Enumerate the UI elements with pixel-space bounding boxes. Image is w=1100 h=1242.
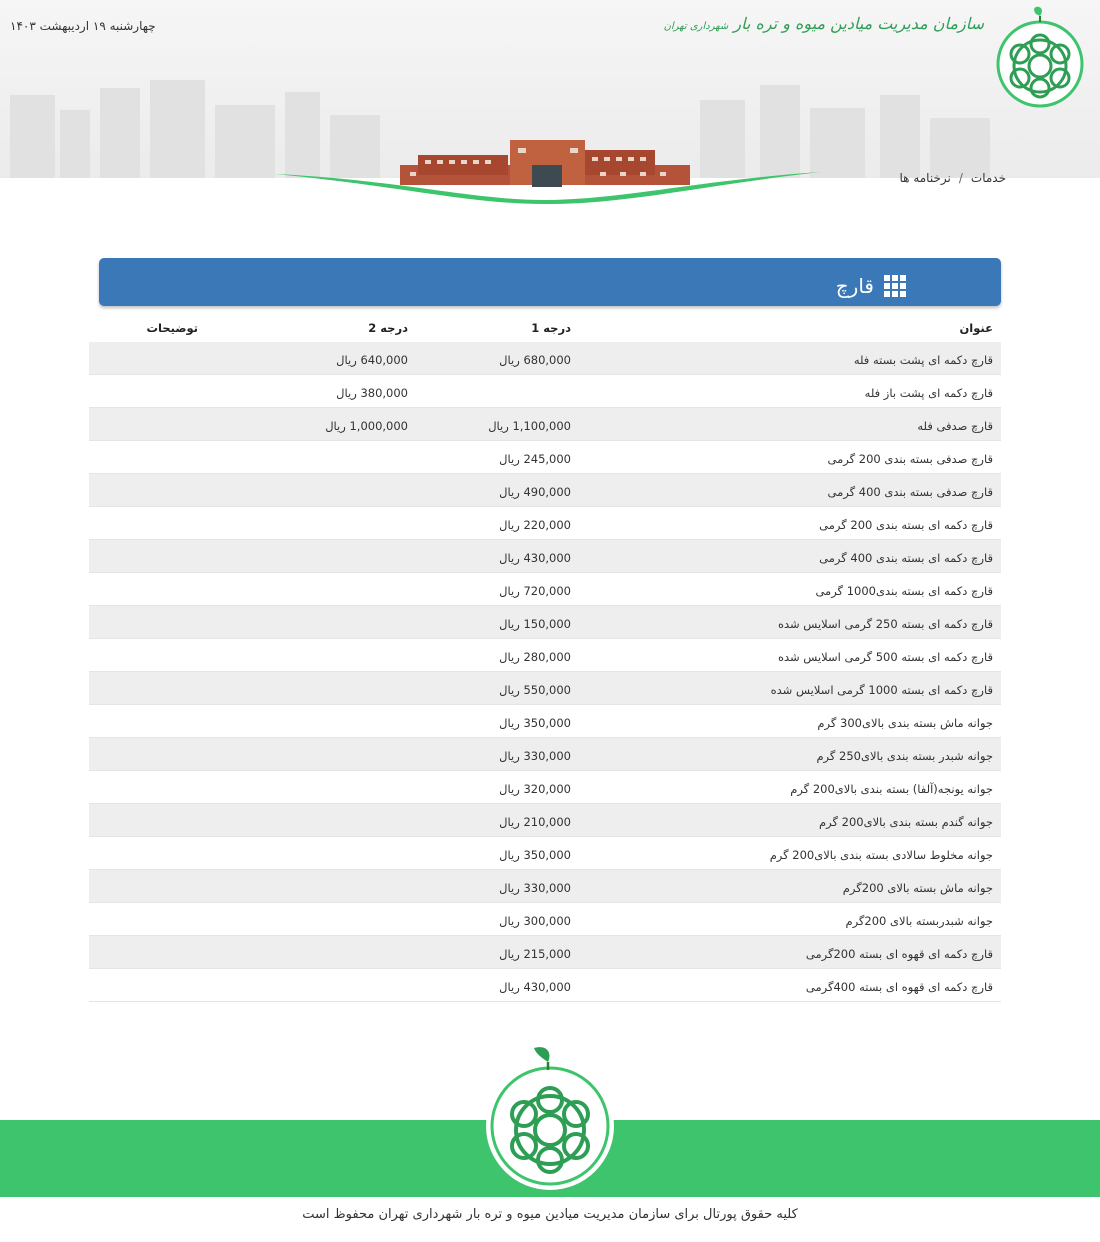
cell-grade-1: 280,000 ریال: [499, 650, 571, 664]
cell-title: قارچ دکمه ای بسته بندی 400 گرمی: [819, 551, 993, 565]
cell-grade-1: 220,000 ریال: [499, 518, 571, 532]
table-row: [89, 441, 1001, 474]
cell-title: قارچ دکمه ای بسته بندی1000 گرمی: [815, 584, 993, 598]
table-row: [89, 837, 1001, 870]
cell-grade-1: 245,000 ریال: [499, 452, 571, 466]
table-row: [89, 606, 1001, 639]
price-table: [89, 312, 1001, 1002]
cell-title: قارچ دکمه ای قهوه ای بسته 200گرمی: [805, 947, 993, 961]
table-row: [89, 540, 1001, 573]
table-row: [89, 969, 1001, 1002]
table-row: [89, 375, 1001, 408]
cell-title: جوانه شبدربسته بالای 200گرم: [845, 914, 993, 928]
cell-grade-1: 210,000 ریال: [499, 815, 571, 829]
cell-grade-1: 680,000 ریال: [499, 353, 571, 367]
cell-grade-1: 430,000 ریال: [499, 980, 571, 994]
organization-title: [663, 14, 984, 44]
cell-title: قارچ دکمه ای بسته 1000 گرمی اسلایس شده: [770, 683, 993, 697]
table-row: [89, 639, 1001, 672]
table-row: [89, 342, 1001, 375]
copyright-text: کلیه حقوق پورتال برای سازمان مدیریت میادین میوه و تره بار شهرداری تهران محفوظ است: [302, 1207, 798, 1222]
cell-title: قارچ دکمه ای بسته 500 گرمی اسلایس شده: [777, 650, 993, 664]
tehran-municipality-logo[interactable]: [988, 4, 1088, 114]
cell-grade-1: 720,000 ریال: [499, 584, 571, 598]
table-row: [89, 474, 1001, 507]
cell-title: جوانه یونجه(آلفا) بسته بندی بالای200 گرم: [790, 782, 993, 796]
table-row: [89, 573, 1001, 606]
cell-grade-2: 380,000 ریال: [336, 386, 408, 400]
page-header: [0, 0, 1100, 230]
column-header-grade-2: درجه 2: [368, 321, 408, 335]
table-row: [89, 936, 1001, 969]
cell-title: قارچ صدفی بسته بندی 200 گرمی: [827, 452, 993, 466]
table-row: [89, 738, 1001, 771]
table-row: [89, 507, 1001, 540]
current-date: چهارشنبه ۱۹ اردیبهشت ۱۴۰۳: [10, 19, 156, 33]
cell-grade-1: 430,000 ریال: [499, 551, 571, 565]
cell-title: جوانه گندم بسته بندی بالای200 گرم: [819, 815, 993, 829]
column-header-title: عنوان: [959, 321, 993, 335]
cell-grade-1: 150,000 ریال: [499, 617, 571, 631]
table-row: [89, 705, 1001, 738]
cell-title: جوانه ماش بسته بالای 200گرم: [842, 881, 993, 895]
table-header-row: [89, 312, 1001, 342]
cell-grade-1: 1,100,000 ریال: [488, 419, 571, 433]
column-header-description: توضیحات: [146, 321, 198, 335]
cell-grade-1: 330,000 ریال: [499, 881, 571, 895]
cell-grade-1: 350,000 ریال: [499, 848, 571, 862]
table-row: [89, 870, 1001, 903]
cell-title: قارچ دکمه ای بسته 250 گرمی اسلایس شده: [777, 617, 993, 631]
cell-grade-1: 490,000 ریال: [499, 485, 571, 499]
cell-grade-2: 640,000 ریال: [336, 353, 408, 367]
cell-title: قارچ دکمه ای بسته بندی 200 گرمی: [819, 518, 993, 532]
organization-name: سازمان مدیریت میادین میوه و تره بار: [733, 14, 984, 33]
cell-title: قارچ دکمه ای پشت بسته فله: [853, 353, 993, 367]
cell-title: جوانه ماش بسته بندی بالای300 گرم: [817, 716, 993, 730]
breadcrumb: [900, 171, 1006, 185]
price-list-card-header: [99, 258, 1001, 306]
breadcrumb-item-services[interactable]: خدمات: [970, 171, 1006, 185]
cell-title: جوانه مخلوط سالادی بسته بندی بالای200 گرم: [769, 848, 993, 862]
card-title: [836, 274, 906, 298]
cell-title: قارچ دکمه ای قهوه ای بسته 400گرمی: [805, 980, 993, 994]
cell-title: قارچ صدفی بسته بندی 400 گرمی: [827, 485, 993, 499]
table-row: [89, 408, 1001, 441]
cell-title: جوانه شبدر بسته بندی بالای250 گرم: [816, 749, 993, 763]
cell-grade-1: 300,000 ریال: [499, 914, 571, 928]
cell-grade-1: 215,000 ریال: [499, 947, 571, 961]
cell-grade-2: 1,000,000 ریال: [325, 419, 408, 433]
cell-title: قارچ صدفی فله: [917, 419, 993, 433]
table-row: [89, 672, 1001, 705]
grid-icon: [884, 275, 906, 297]
table-row: [89, 804, 1001, 837]
cell-title: قارچ دکمه ای پشت باز فله: [864, 386, 993, 400]
row-divider: [89, 1001, 1001, 1002]
breadcrumb-separator: /: [958, 171, 963, 185]
column-header-grade-1: درجه 1: [531, 321, 571, 335]
table-row: [89, 903, 1001, 936]
tehran-municipality-logo: [478, 1042, 622, 1192]
breadcrumb-item-price-list[interactable]: نرخنامه ها: [899, 171, 951, 185]
cell-grade-1: 320,000 ریال: [499, 782, 571, 796]
organization-subtitle: شهرداری تهران: [663, 21, 729, 32]
cell-grade-1: 350,000 ریال: [499, 716, 571, 730]
table-row: [89, 771, 1001, 804]
cell-grade-1: 550,000 ریال: [499, 683, 571, 697]
card-title-text: قارچ: [835, 274, 874, 298]
cell-grade-1: 330,000 ریال: [499, 749, 571, 763]
